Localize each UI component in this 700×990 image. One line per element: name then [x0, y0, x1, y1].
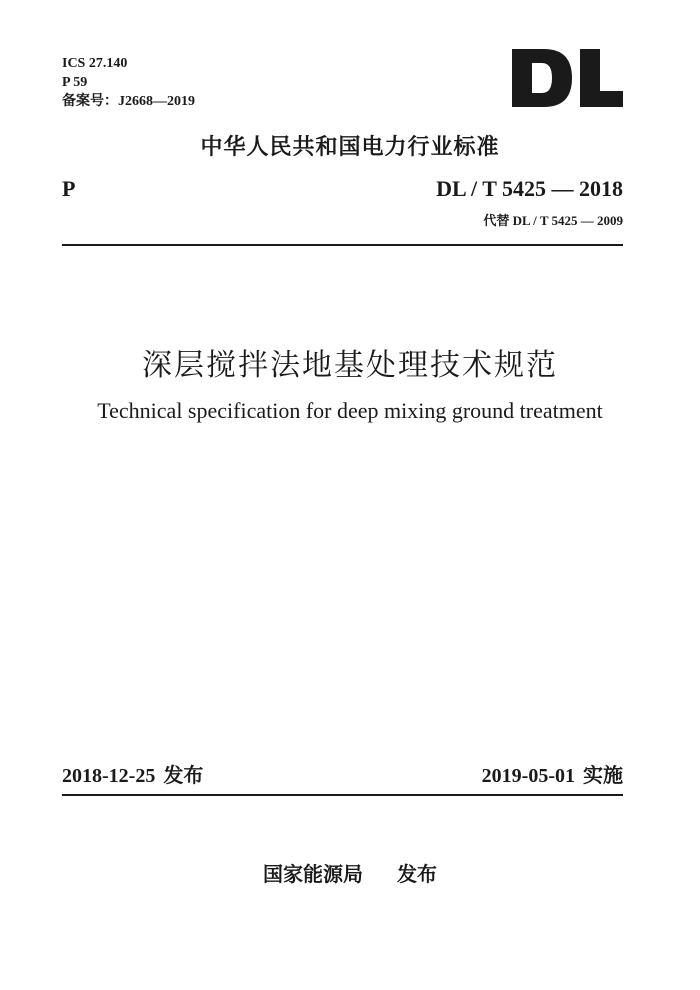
issue-label: 发布 — [163, 763, 204, 787]
issue-date-line — [62, 759, 203, 788]
implementation-date-line — [482, 759, 623, 788]
issue-date: 2018-12-25 — [62, 765, 156, 787]
p-code: P 59 — [62, 75, 88, 90]
publisher-action: 发布 — [397, 862, 437, 886]
publisher-line — [0, 858, 700, 887]
chinese-title: 深层搅拌法地基处理技术规范 — [142, 348, 558, 383]
english-title: Technical specification for deep mixing ground treatment — [97, 398, 603, 423]
record-number: 备案号：J2668—2019 — [62, 94, 195, 109]
category-code: P — [62, 176, 76, 201]
dl-logo — [510, 47, 624, 109]
top-divider — [62, 244, 623, 246]
replaced-standard: 代替 DL / T 5425 — 2009 — [483, 213, 623, 228]
bottom-divider — [62, 794, 623, 796]
issuing-authority-title: 中华人民共和国电力行业标准 — [200, 135, 500, 160]
ics-code: ICS 27.140 — [62, 56, 128, 71]
standard-number: DL / T 5425 — 2018 — [436, 176, 623, 201]
implementation-date: 2019-05-01 — [481, 765, 575, 787]
classification-block — [62, 54, 195, 111]
publisher-name: 国家能源局 — [263, 862, 363, 886]
implementation-label: 实施 — [583, 763, 623, 787]
